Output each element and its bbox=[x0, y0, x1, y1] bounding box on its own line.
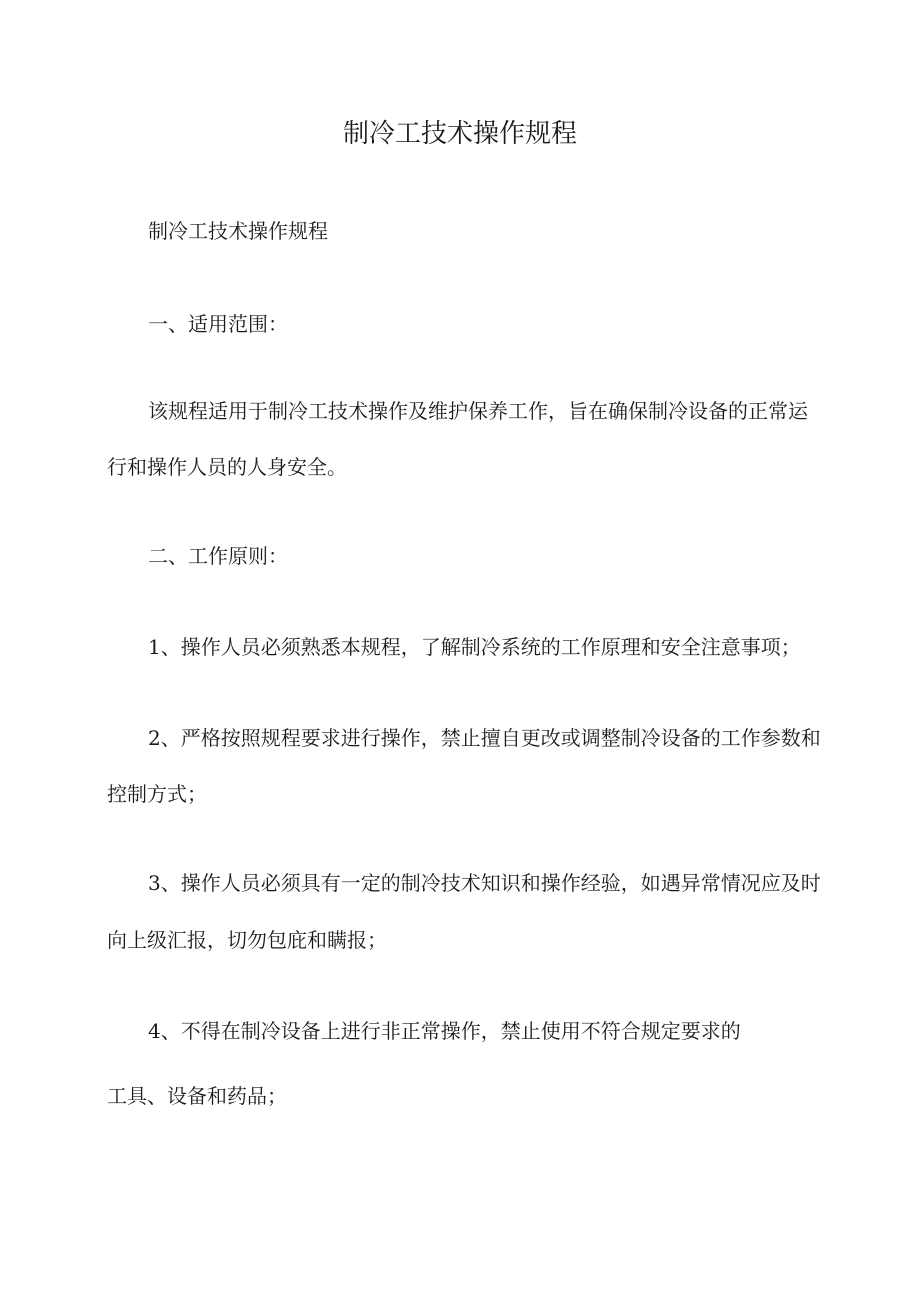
document-subtitle: 制冷工技术操作规程 bbox=[148, 219, 328, 243]
principle-item-3-line-2: 向上级汇报，切勿包庇和瞒报； bbox=[107, 928, 387, 952]
document-title: 制冷工技术操作规程 bbox=[342, 119, 577, 149]
principle-item-4-line-1: 4、不得在制冷设备上进行非正常操作，禁止使用不符合规定要求的 bbox=[148, 1019, 741, 1043]
scope-heading: 一、适用范围： bbox=[148, 312, 288, 336]
principle-item-2-line-2: 控制方式； bbox=[107, 782, 207, 806]
scope-text-line-1: 该规程适用于制冷工技术操作及维护保养工作，旨在确保制冷设备的正常运 bbox=[148, 399, 808, 423]
principle-item-3-line-1: 3、操作人员必须具有一定的制冷技术知识和操作经验，如遇异常情况应及时 bbox=[148, 871, 821, 895]
principle-item-2-line-1: 2、严格按照规程要求进行操作，禁止擅自更改或调整制冷设备的工作参数和 bbox=[148, 726, 821, 750]
scope-text-line-2: 行和操作人员的人身安全。 bbox=[107, 455, 347, 479]
principle-item-1-line-1: 1、操作人员必须熟悉本规程，了解制冷系统的工作原理和安全注意事项； bbox=[148, 635, 801, 659]
principles-heading: 二、工作原则： bbox=[148, 544, 288, 568]
principle-item-4-line-2: 工具、设备和药品； bbox=[107, 1084, 287, 1108]
